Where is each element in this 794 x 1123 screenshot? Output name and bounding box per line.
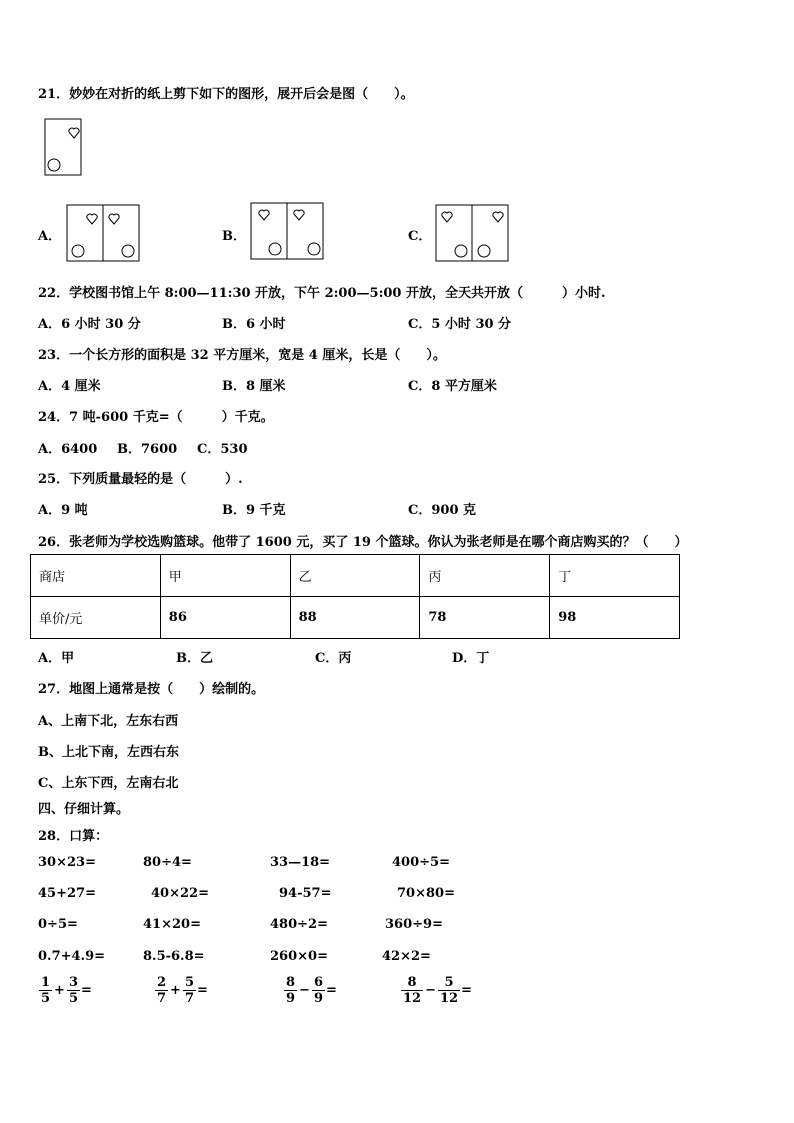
q25-text: 25．下列质量最轻的是（ ）. <box>38 472 243 487</box>
calc-item: 260×0= <box>270 949 328 964</box>
numerator: 2 <box>157 975 167 990</box>
circle-shape <box>308 243 320 255</box>
q26-text: 26．张老师为学校选购篮球。他带了 1600 元，买了 19 个篮球。你认为张老师是在哪个商店购买的？（ ） <box>38 535 688 550</box>
section-heading: 四、仔细计算。 <box>38 802 130 817</box>
calc-item: 0.7+4.9= <box>38 949 106 964</box>
calc-item: 30×23= <box>38 855 96 870</box>
table-cell: 98 <box>550 597 680 639</box>
q26-option-d[interactable]: D．丁 <box>452 651 490 666</box>
heart-shape <box>493 212 503 222</box>
q24-option-c[interactable]: C．530 <box>197 442 248 457</box>
circle-shape <box>48 159 60 171</box>
table-cell: 单价/元 <box>31 597 161 639</box>
calc-item: 33—18= <box>270 855 331 870</box>
table-cell: 86 <box>160 597 290 639</box>
numerator: 5 <box>444 975 454 990</box>
table-cell: 78 <box>420 597 550 639</box>
operator: − <box>299 983 310 998</box>
calc-item: 45+27= <box>38 886 96 901</box>
calc-item: 41×20= <box>143 917 201 932</box>
q27-option-a[interactable]: A、上南下北，左东右西 <box>38 714 179 729</box>
q27-text: 27．地图上通常是按（ ）绘制的。 <box>38 682 265 697</box>
table-cell: 商店 <box>31 555 161 597</box>
table-cell: 88 <box>290 597 420 639</box>
q23-option-a[interactable]: A．4 厘米 <box>38 379 101 394</box>
q23-text: 23．一个长方形的面积是 32 平方厘米，宽是 4 厘米，长是（ ）。 <box>38 348 446 363</box>
q25-option-a[interactable]: A．9 吨 <box>38 503 88 518</box>
table-cell: 甲 <box>160 555 290 597</box>
calc-item: 40×22= <box>151 886 209 901</box>
numerator: 8 <box>286 975 296 990</box>
q22-option-b[interactable]: B．6 小时 <box>222 317 286 332</box>
q21-folded-paper-figure <box>44 118 84 176</box>
q27-option-c[interactable]: C、上东下西，左南右北 <box>38 776 179 791</box>
heart-shape <box>294 210 304 220</box>
circle-shape <box>72 245 84 257</box>
circle-shape <box>455 245 467 257</box>
q23-option-b[interactable]: B．8 厘米 <box>222 379 286 394</box>
heart-shape <box>69 128 79 138</box>
q24-option-a[interactable]: A．6400 <box>38 442 98 457</box>
heart-shape <box>109 214 119 224</box>
q23-option-c[interactable]: C．8 平方厘米 <box>408 379 497 394</box>
denominator: 7 <box>184 991 194 1006</box>
numerator: 6 <box>313 975 323 990</box>
q27-option-b[interactable]: B、上北下南，左西右东 <box>38 745 179 760</box>
circle-shape <box>269 243 281 255</box>
calc-item: 8.5-6.8= <box>143 949 205 964</box>
q21-option-a-figure[interactable] <box>66 204 142 262</box>
numerator: 5 <box>184 975 194 990</box>
denominator: 12 <box>403 991 422 1006</box>
calc-item: 80÷4= <box>143 855 192 870</box>
q25-option-b[interactable]: B．9 千克 <box>222 503 286 518</box>
q26-option-a[interactable]: A．甲 <box>38 651 75 666</box>
q24-text: 24．7 吨-600 千克=（ ）千克。 <box>38 410 274 425</box>
table-cell: 丙 <box>420 555 550 597</box>
circle-shape <box>478 245 490 257</box>
q21-option-a-label: A． <box>38 229 62 244</box>
fraction-expression <box>154 975 208 1006</box>
calc-item: 360÷9= <box>385 917 443 932</box>
q21-option-c-figure[interactable] <box>435 204 511 262</box>
denominator: 9 <box>313 991 323 1006</box>
equals-sign: = <box>197 983 208 998</box>
paper-outline <box>45 119 81 175</box>
denominator: 7 <box>157 991 167 1006</box>
equals-sign: = <box>326 983 337 998</box>
table-cell: 乙 <box>290 555 420 597</box>
q28-text: 28．口算： <box>38 829 109 844</box>
q21-text: 21．妙妙在对折的纸上剪下如下的图形，展开后会是图（ ）。 <box>38 87 414 102</box>
denominator: 9 <box>286 991 296 1006</box>
calc-item: 400÷5= <box>392 855 450 870</box>
q24-option-b[interactable]: B．7600 <box>117 442 178 457</box>
fraction-expression <box>38 975 92 1006</box>
denominator: 5 <box>41 991 51 1006</box>
table-cell: 丁 <box>550 555 680 597</box>
fraction-expression <box>283 975 337 1006</box>
heart-shape <box>87 214 97 224</box>
q21-option-c-label: C． <box>408 229 432 244</box>
calc-item: 0÷5= <box>38 917 78 932</box>
equals-sign: = <box>81 983 92 998</box>
q21-option-b-figure[interactable] <box>250 202 326 260</box>
equals-sign: = <box>461 983 472 998</box>
q25-option-c[interactable]: C．900 克 <box>408 503 477 518</box>
fraction-expression <box>400 975 472 1006</box>
q22-text: 22．学校图书馆上午 8:00—11:30 开放，下午 2:00—5:00 开放，全天共开放（ ）小时. <box>38 286 606 301</box>
table-row <box>31 597 680 639</box>
calc-item: 94-57= <box>279 886 332 901</box>
heart-shape <box>442 212 452 222</box>
price-table <box>30 554 680 639</box>
q22-option-c[interactable]: C．5 小时 30 分 <box>408 317 512 332</box>
numerator: 8 <box>407 975 417 990</box>
calc-item: 480÷2= <box>270 917 328 932</box>
circle-shape <box>122 245 134 257</box>
q26-option-b[interactable]: B．乙 <box>176 651 213 666</box>
q22-option-a[interactable]: A．6 小时 30 分 <box>38 317 141 332</box>
denominator: 12 <box>440 991 459 1006</box>
calc-item: 70×80= <box>397 886 455 901</box>
calc-item: 42×2= <box>382 949 431 964</box>
q21-option-b-label: B． <box>222 229 246 244</box>
q26-option-c[interactable]: C．丙 <box>315 651 352 666</box>
numerator: 1 <box>41 975 51 990</box>
operator: − <box>425 983 436 998</box>
table-row <box>31 555 680 597</box>
numerator: 3 <box>68 975 78 990</box>
operator: + <box>54 983 65 998</box>
operator: + <box>170 983 181 998</box>
denominator: 5 <box>68 991 78 1006</box>
heart-shape <box>259 210 269 220</box>
